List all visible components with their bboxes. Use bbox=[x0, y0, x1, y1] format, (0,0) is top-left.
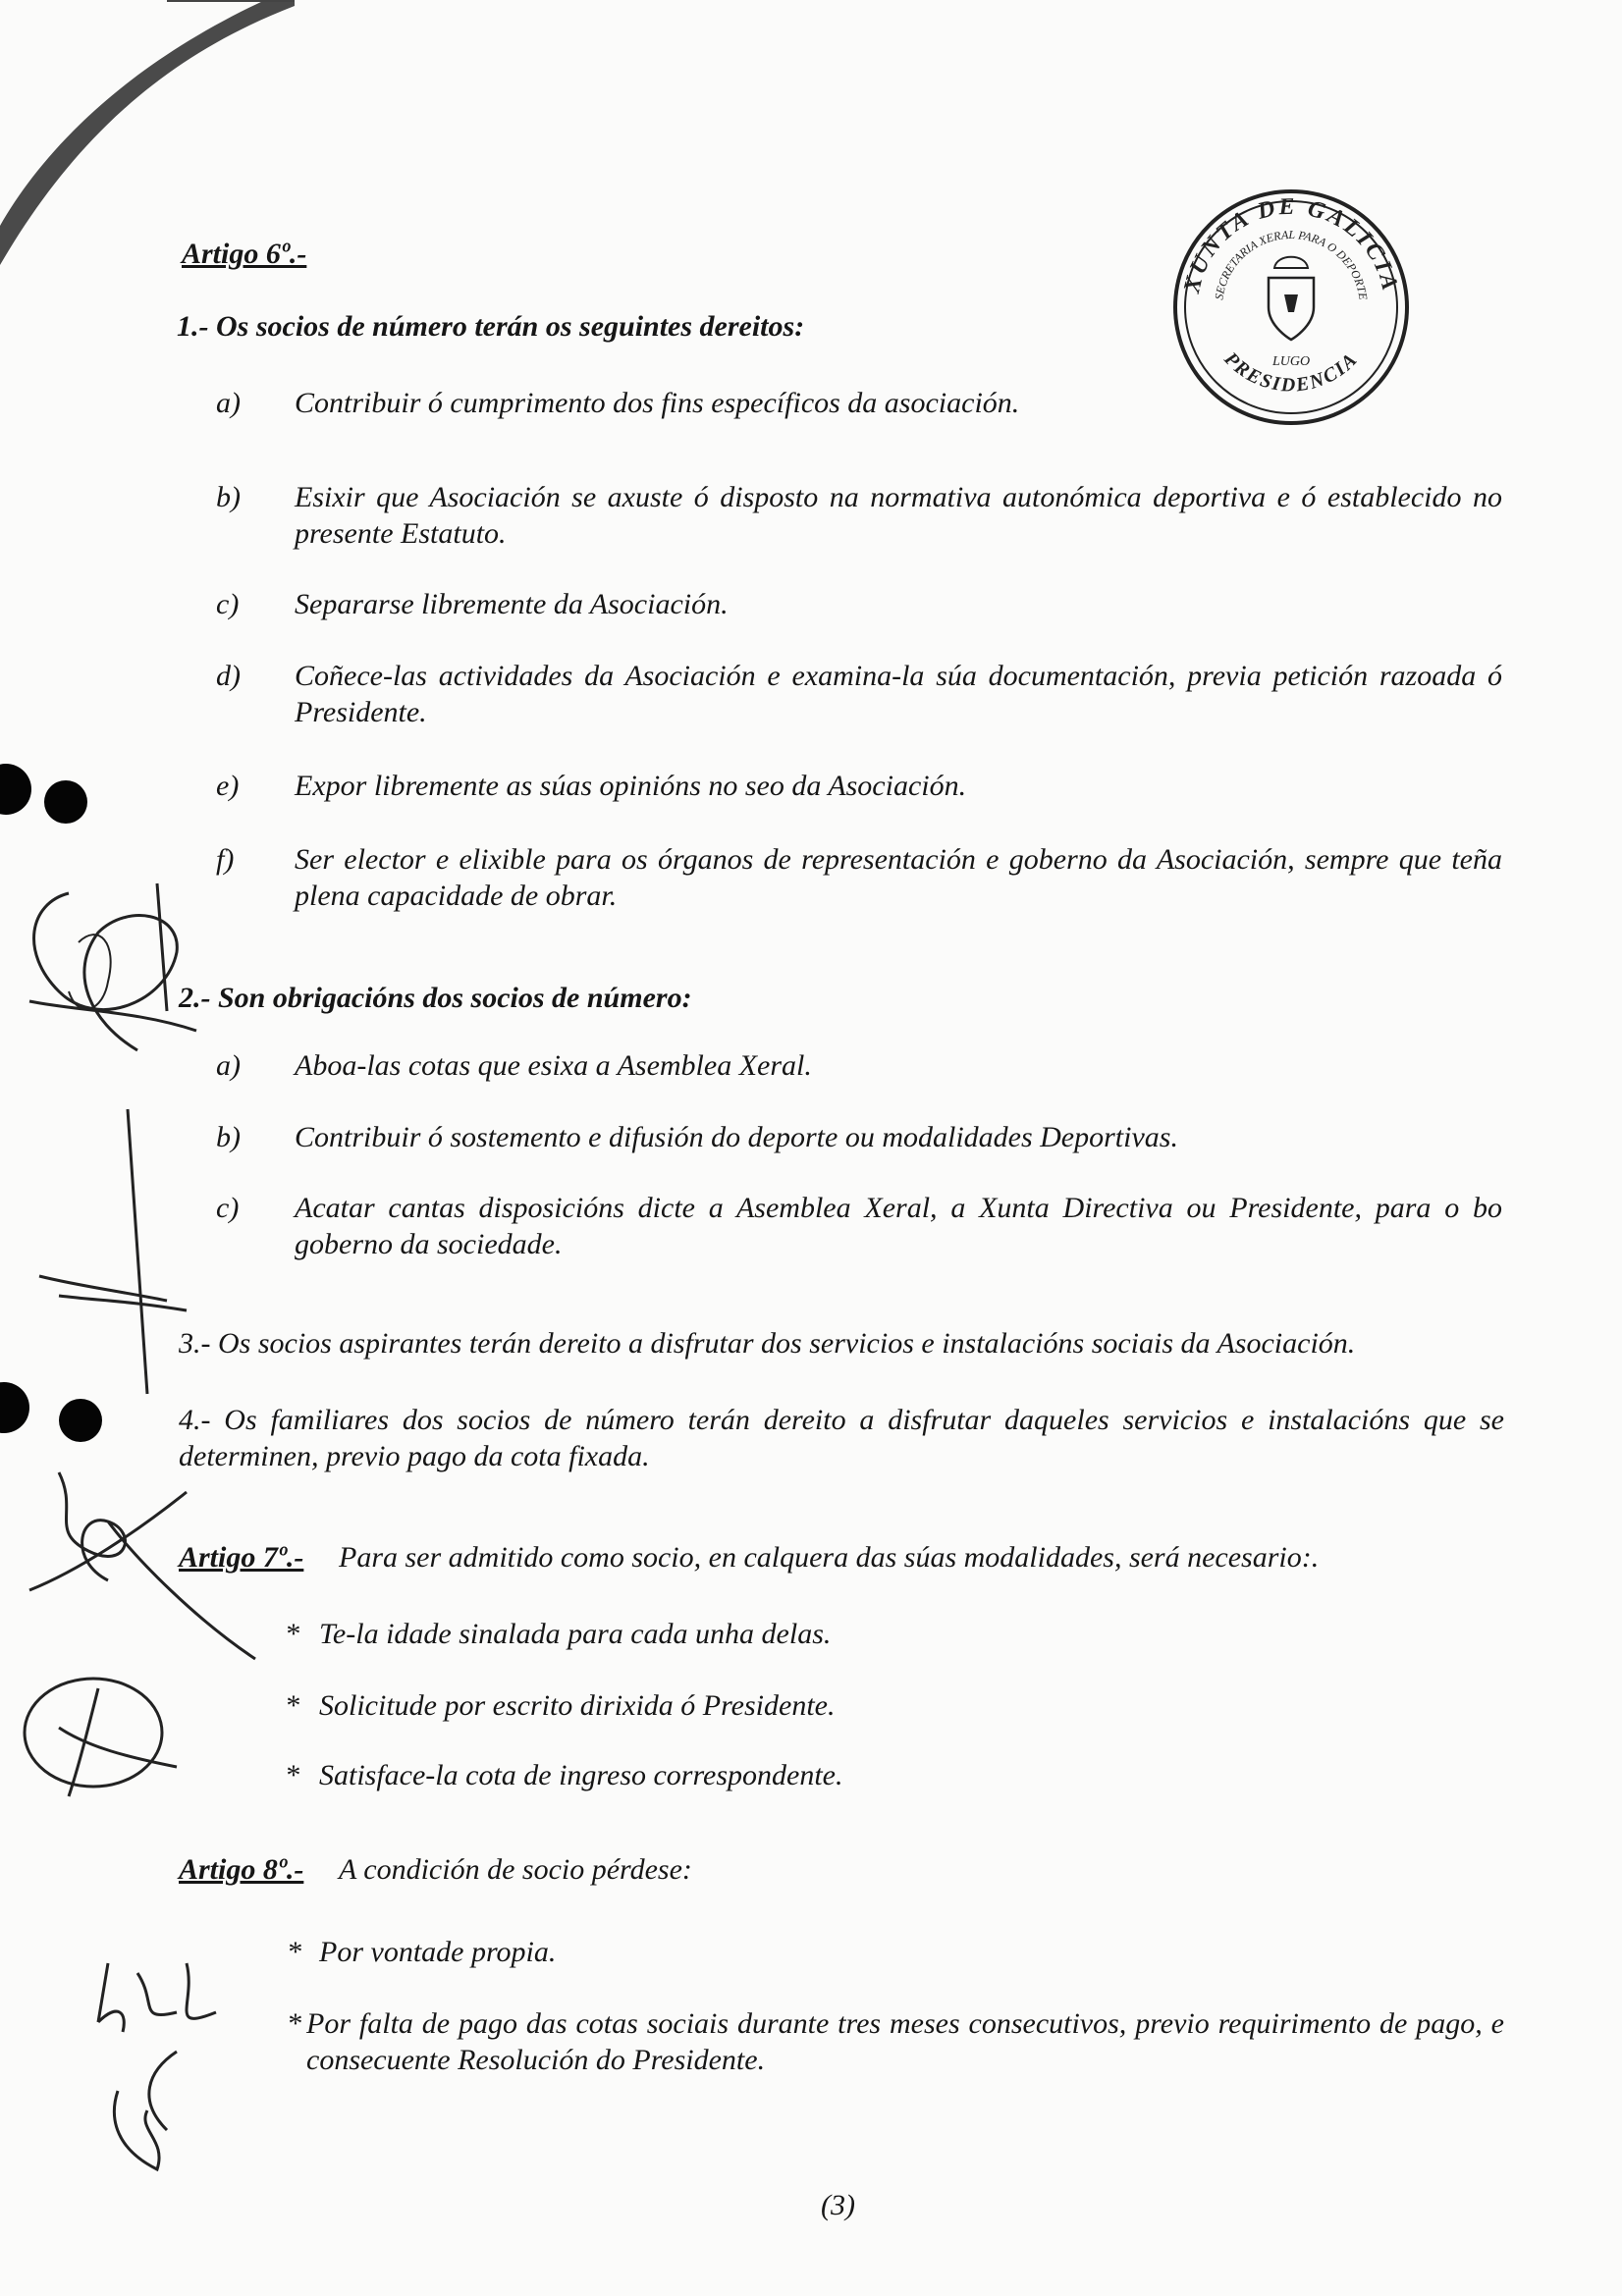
list-item: Expor libremente as súas opinións no seo da Asociación. bbox=[295, 770, 967, 802]
binder-hole bbox=[0, 764, 31, 815]
item-label: b) bbox=[216, 1121, 241, 1153]
item-label: a) bbox=[216, 1049, 241, 1082]
artigo-6-p3: 3.- Os socios aspirantes terán dereito a disfrutar dos servicios e instalacións sociais da Asociación. bbox=[179, 1327, 1356, 1360]
signature-5 bbox=[79, 1944, 236, 2179]
signature-2 bbox=[20, 1099, 196, 1414]
item-label: f) bbox=[216, 843, 235, 876]
signature-1 bbox=[10, 864, 206, 1080]
item-label: d) bbox=[216, 660, 241, 692]
scan-edge-mark bbox=[0, 0, 295, 275]
list-item: Aboa-las cotas que esixa a Asemblea Xeral. bbox=[295, 1049, 812, 1082]
artigo-8-heading: Artigo 8º.- bbox=[179, 1853, 304, 1886]
bullet-symbol: * bbox=[285, 1618, 299, 1650]
bullet-symbol: * bbox=[287, 1936, 301, 1968]
bullet-symbol: * bbox=[285, 1759, 299, 1791]
list-item: Esixir que Asociación se axuste ó disposto na normativa autonómica deportiva e ó establecido no presente Estatuto. bbox=[295, 481, 1502, 550]
artigo-7-heading: Artigo 7º.- bbox=[179, 1541, 304, 1574]
page-number: (3) bbox=[821, 2189, 855, 2221]
list-item: Separarse libremente da Asociación. bbox=[295, 588, 729, 620]
list-item: Contribuir ó cumprimento dos fins específicos da asociación. bbox=[295, 387, 1020, 419]
svg-text:XUNTA DE GALICIA bbox=[1179, 194, 1403, 296]
seal-city: LUGO bbox=[1271, 354, 1311, 369]
item-label: b) bbox=[216, 481, 241, 513]
list-item: Por falta de pago das cotas sociais durante tres meses consecutivos, previo requirimento de pago, e consecuente Resolución do Presidente. bbox=[306, 2007, 1504, 2076]
seal-inner-text: SECRETARIA XERAL PARA O DEPORTE bbox=[1212, 227, 1371, 301]
list-item: Por vontade propia. bbox=[319, 1936, 557, 1968]
list-item: Solicitude por escrito dirixida ó Presidente. bbox=[319, 1689, 836, 1722]
seal-bottom-text: PRESIDENCIA bbox=[1219, 347, 1363, 397]
seal-ring-text: XUNTA DE GALICIA bbox=[1179, 193, 1403, 295]
binder-hole bbox=[44, 780, 87, 824]
item-label: e) bbox=[216, 770, 240, 802]
list-item: Contribuir ó sostemento e difusión do deporte ou modalidades Deportivas. bbox=[295, 1121, 1178, 1153]
list-item: Satisface-la cota de ingreso correspondente. bbox=[319, 1759, 843, 1791]
bullet-symbol: * bbox=[287, 2007, 301, 2040]
artigo-6-heading: Artigo 6º.- bbox=[182, 238, 307, 270]
artigo-6-p2-title: 2.- Son obrigacións dos socios de número: bbox=[179, 982, 692, 1014]
item-label: a) bbox=[216, 387, 241, 419]
artigo-6-p4: 4.- Os familiares dos socios de número terán dereito a disfrutar daqueles servicios e instalacións que se determinen, previo pago da cota fixada. bbox=[179, 1404, 1504, 1472]
list-item: Te-la idade sinalada para cada unha delas. bbox=[319, 1618, 832, 1650]
artigo-6-p1-title: 1.- Os socios de número terán os seguintes dereitos: bbox=[177, 310, 805, 343]
list-item: Coñece-las actividades da Asociación e examina-la súa documentación, previa petición razoada ó Presidente. bbox=[295, 660, 1502, 728]
list-item: Acatar cantas disposicións dicte a Asemblea Xeral, a Xunta Directiva ou Presidente, para o bo goberno da sociedade. bbox=[295, 1192, 1502, 1260]
artigo-7-intro: Para ser admitido como socio, en calquera das súas modalidades, será necesario:. bbox=[339, 1541, 1320, 1574]
list-item: Ser elector e elixible para os órganos de representación e goberno da Asociación, sempre que teña plena capacidade de obrar. bbox=[295, 843, 1502, 912]
artigo-8-intro: A condición de socio pérdese: bbox=[339, 1853, 692, 1886]
bullet-symbol: * bbox=[285, 1689, 299, 1722]
item-label: c) bbox=[216, 1192, 240, 1224]
signature-4 bbox=[10, 1669, 187, 1806]
item-label: c) bbox=[216, 588, 240, 620]
